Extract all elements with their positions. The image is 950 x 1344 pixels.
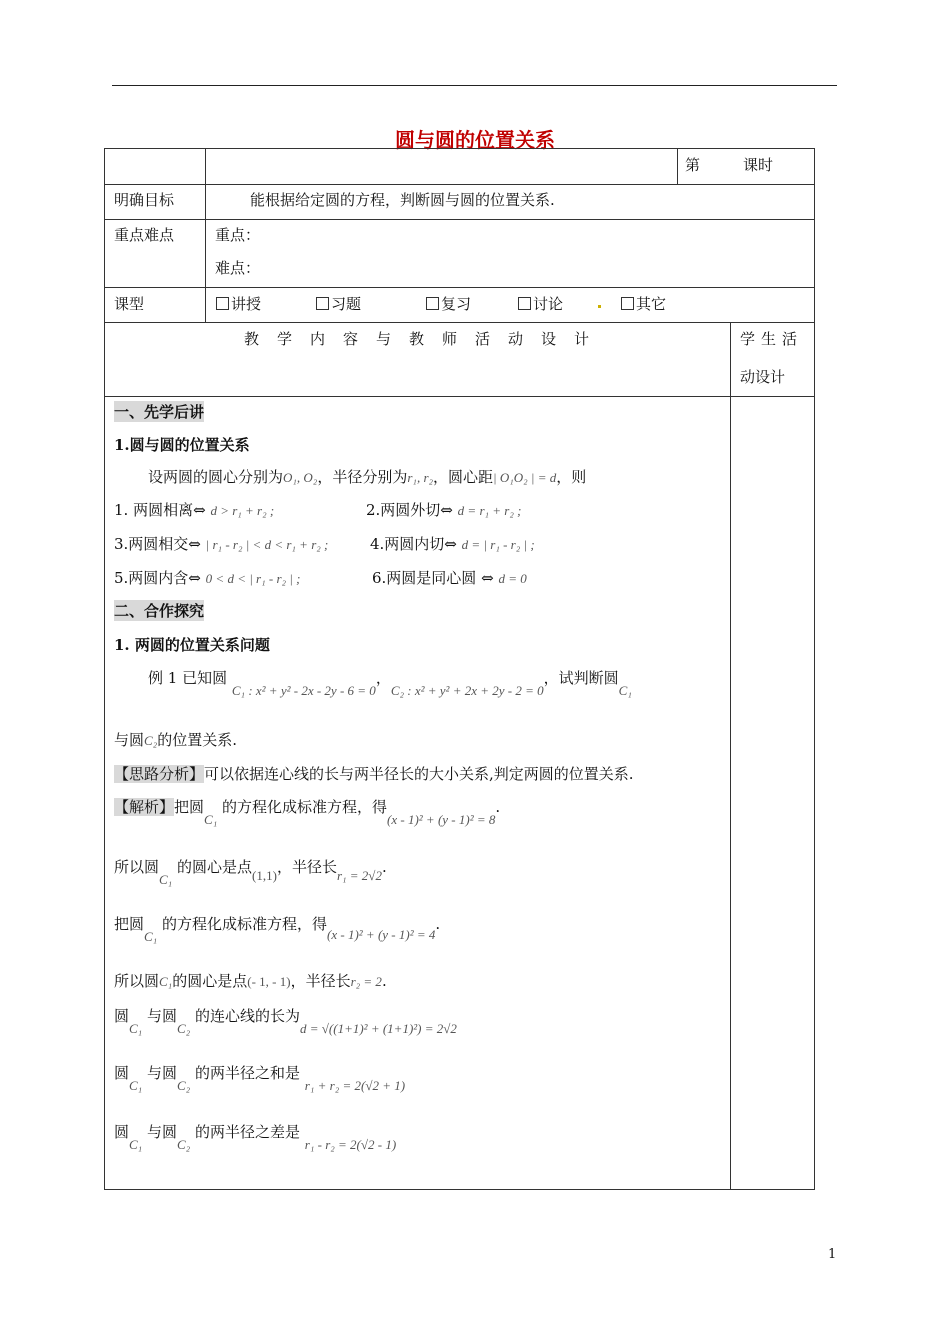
relation-math: d = | r₁ - r₂ | ; xyxy=(461,537,535,552)
row-divider xyxy=(104,322,815,323)
relation-math: d > r₁ + r₂ ; xyxy=(210,503,275,518)
type-option-label: 讨论 xyxy=(533,295,564,313)
solution-line-4: 所以圆C₁的圆心是点(- 1, - 1)，半径长r₂ = 2. xyxy=(114,972,387,990)
intro-text: 设两圆的圆心分别为 xyxy=(148,468,284,486)
solution-math: r₁ = 2√2 xyxy=(336,868,382,883)
relation-label: 4.两圆内切⇔ xyxy=(370,535,457,553)
solution-text: ，半径长 xyxy=(290,972,351,990)
checkbox-icon[interactable] xyxy=(316,297,329,310)
difficulty: 难点： xyxy=(215,259,261,277)
solution-text: 的两半径之和是 xyxy=(195,1064,301,1082)
example-math: C₂ xyxy=(144,733,158,748)
intro-text: ，半径分别为 xyxy=(317,468,408,486)
solution-math: C₁ xyxy=(129,1078,143,1093)
relation-label: 2.两圆外切⇔ xyxy=(366,501,453,519)
lesson-prefix: 第 xyxy=(685,156,701,174)
solution-text: 所以圆 xyxy=(114,858,160,876)
solution-math: C₂ xyxy=(177,1078,191,1093)
intro-line xyxy=(148,466,586,487)
goal-label: 明确目标 xyxy=(114,191,175,209)
solution-text: 的方程化成标准方程，得 xyxy=(222,798,388,816)
relation-1 xyxy=(114,499,274,520)
solution-text: 圆 xyxy=(114,1007,130,1025)
relation-4 xyxy=(370,533,535,554)
type-option-review[interactable] xyxy=(426,293,471,314)
solution-math: r₁ - r₂ = 2(√2 - 1) xyxy=(304,1137,397,1152)
relation-6 xyxy=(372,567,527,588)
solution-tag: 【解析】 xyxy=(114,798,175,816)
key-point: 重点： xyxy=(215,226,261,244)
solution-line-2: 所以圆C₁ 的圆心是点(1,1)，半径长r₁ = 2√2. xyxy=(114,858,387,887)
solution-math: (x - 1)² + (y - 1)² = 8 xyxy=(387,812,496,827)
type-label: 课型 xyxy=(114,295,145,313)
solution-line-1: 【解析】把圆C₁ 的方程化成标准方程，得(x - 1)² + (y - 1)² = 8. xyxy=(114,798,501,827)
solution-text: 圆 xyxy=(114,1064,130,1082)
intro-text: ，则 xyxy=(556,468,587,486)
example-math: C₁ : x² + y² - 2x - 2y - 6 = 0 xyxy=(231,683,376,698)
solution-text: 与圆 xyxy=(147,1123,178,1141)
solution-math: C₁ xyxy=(159,974,173,989)
col-divider xyxy=(730,322,731,1190)
relation-math: 0 < d < | r₁ - r₂ | ; xyxy=(205,571,301,586)
checkbox-icon[interactable] xyxy=(621,297,634,310)
example-text: 的位置关系. xyxy=(157,731,237,749)
example-1-line: 例 1 已知圆 C₁ : x² + y² - 2x - 2y - 6 = 0，C₂ : x² + y² + 2x + 2y - 2 = 0，试判断圆C₁ xyxy=(148,669,632,698)
student-header-2: 动设计 xyxy=(740,368,786,386)
col-divider xyxy=(205,148,206,322)
solution-math: r₂ = 2 xyxy=(350,974,382,989)
solution-line-3: 把圆C₁ 的方程化成标准方程，得(x - 1)² + (y - 1)² = 4. xyxy=(114,915,441,944)
row-divider xyxy=(104,287,815,288)
radius-diff-line xyxy=(114,1121,397,1152)
checkbox-icon[interactable] xyxy=(216,297,229,310)
solution-math: (- 1, - 1) xyxy=(247,974,291,989)
relation-2 xyxy=(366,499,521,520)
type-option-exercise[interactable] xyxy=(316,293,361,314)
checkbox-icon[interactable] xyxy=(518,297,531,310)
example-text: 与圆 xyxy=(114,731,145,749)
type-option-lecture[interactable] xyxy=(216,293,261,314)
relation-label: 1. 两圆相离⇔ xyxy=(114,501,206,519)
solution-math: C₁ xyxy=(129,1137,143,1152)
relation-3 xyxy=(114,533,328,554)
solution-text: 与圆 xyxy=(147,1007,178,1025)
type-option-label: 复习 xyxy=(441,295,472,313)
type-option-discussion[interactable] xyxy=(518,293,563,314)
relation-label: 6.两圆是同心圆 ⇔ xyxy=(372,569,494,587)
solution-math: r₁ + r₂ = 2(√2 + 1) xyxy=(304,1078,406,1093)
solution-text: 的方程化成标准方程，得 xyxy=(162,915,328,933)
section-1-heading: 一、先学后讲 xyxy=(114,403,205,421)
type-option-other[interactable] xyxy=(621,293,666,314)
solution-text: 的连心线的长为 xyxy=(195,1007,301,1025)
solution-math: C₁ xyxy=(204,812,218,827)
col-divider xyxy=(677,148,678,184)
solution-text: 圆 xyxy=(114,1123,130,1141)
solution-math: C₁ xyxy=(129,1021,143,1036)
center-distance-line xyxy=(114,1005,457,1036)
solution-math: C₂ xyxy=(177,1021,191,1036)
section-1-subheading: 1.圆与圆的位置关系 xyxy=(114,436,250,454)
example-math: C₁ xyxy=(618,683,632,698)
solution-math: d = √((1+1)² + (1+1)²) = 2√2 xyxy=(300,1021,457,1036)
relation-label: 3.两圆相交⇔ xyxy=(114,535,201,553)
solution-math: (x - 1)² + (y - 1)² = 4 xyxy=(327,927,436,942)
relation-label: 5.两圆内含⇔ xyxy=(114,569,201,587)
analysis-tag: 【思路分析】 xyxy=(114,765,205,783)
solution-math: C₁ xyxy=(159,872,173,887)
solution-text: 的圆心是点 xyxy=(172,972,248,990)
page-number: 1 xyxy=(828,1247,837,1262)
example-1-line-2 xyxy=(114,729,237,750)
example-math: C₂ : x² + y² + 2x + 2y - 2 = 0 xyxy=(390,683,544,698)
solution-text: 的圆心是点 xyxy=(177,858,253,876)
solution-math: C₁ xyxy=(144,929,158,944)
mark-dot xyxy=(598,305,601,308)
checkbox-icon[interactable] xyxy=(426,297,439,310)
solution-text: 的两半径之差是 xyxy=(195,1123,301,1141)
row-divider xyxy=(104,184,815,185)
top-rule xyxy=(112,85,837,86)
section-2-subheading: 1. 两圆的位置关系问题 xyxy=(114,636,270,654)
section-2-heading: 二、合作探究 xyxy=(114,602,205,620)
example-text: 例 1 已知圆 xyxy=(148,669,228,687)
intro-text: ，圆心距 xyxy=(433,468,494,486)
example-text: ，试判断圆 xyxy=(543,669,619,687)
intro-math: O₁, O₂ xyxy=(283,470,318,485)
solution-text: 所以圆 xyxy=(114,972,160,990)
solution-text: 把圆 xyxy=(174,798,205,816)
solution-text: 与圆 xyxy=(147,1064,178,1082)
page-title: 圆与圆的位置关系 xyxy=(395,128,555,152)
type-option-label: 其它 xyxy=(636,295,667,313)
radius-sum-line xyxy=(114,1062,406,1093)
intro-math: r₁, r₂ xyxy=(407,470,434,485)
relation-math: d = r₁ + r₂ ; xyxy=(457,503,522,518)
type-option-label: 讲授 xyxy=(231,295,262,313)
type-option-label: 习题 xyxy=(331,295,362,313)
analysis-text: 可以依据连心线的长与两半径长的大小关系,判定两圆的位置关系. xyxy=(204,765,634,783)
goal-text: 能根据给定圆的方程，判断圆与圆的位置关系. xyxy=(250,191,555,209)
analysis-line xyxy=(114,763,634,784)
key-label: 重点难点 xyxy=(114,226,175,244)
relation-math: | r₁ - r₂ | < d < r₁ + r₂ ; xyxy=(205,537,329,552)
row-divider xyxy=(104,396,815,397)
solution-text: 把圆 xyxy=(114,915,145,933)
intro-math: | O₁O₂ | = d xyxy=(493,470,557,485)
lesson-suffix: 课时 xyxy=(743,156,774,174)
student-header-1: 学生活 xyxy=(740,330,804,348)
row-divider xyxy=(104,219,815,220)
solution-text: ，半径长 xyxy=(276,858,337,876)
relation-5 xyxy=(114,567,300,588)
design-header: 教学内容与教师活动设计 xyxy=(244,330,608,348)
solution-math: (1,1) xyxy=(252,868,277,883)
relation-math: d = 0 xyxy=(498,571,527,586)
solution-math: C₂ xyxy=(177,1137,191,1152)
